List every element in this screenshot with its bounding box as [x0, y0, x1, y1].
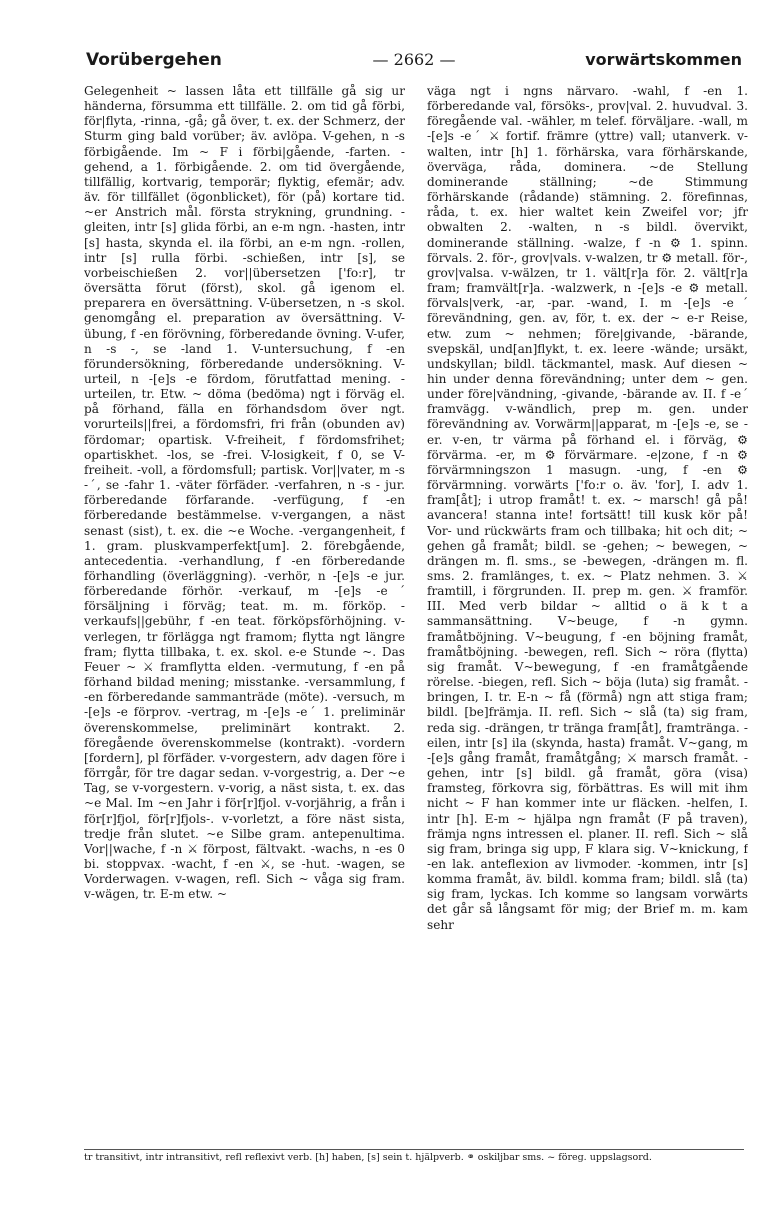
left-guide-word: Vorübergehen: [86, 50, 222, 70]
right-column: [427, 84, 748, 1119]
abbreviation-legend: tr transitivt, intr intransitivt, refl reflexivt verb. [h] haben, [s] sein t. hjälpverb. ⚭ oskiljbar sms. ~ föreg. uppslagsord.: [84, 1149, 744, 1170]
page-header: [86, 50, 742, 72]
right-column-text: väga ngt i ngns närvaro. -wahl, f -en 1. förberedande val, försöks-, prov|val. 2. huvudval. 3. föregående val. -wähler, m telef. förväljare. -wall, m -[e]s -eˊ ⚔ fortif. främre (yttre) vall; utanverk. v-walten, intr [h] 1. förhärska, vara förhärskande, överväga, råda, dominera. ~de Stellung dominerande ställning; ~de Stimmung förhärskande (rådande) stämning. 2. förefinnas, råda, t. ex. hier waltet kein Zweifel vor; jfr obwalten 2. -walten, n -s bildl. övervikt, dominerande ställning. -walze, f -n ⚙ 1. spinn. förvals. 2. för-, grov|vals. v-walzen, tr ⚙ metall. för-, grov|valsa. v-wälzen, tr 1. vält[r]a för. 2. vält[r]a fram; framvält[r]a. -walzwerk, n -[e]s -e ⚙ metall. förvals|verk, -ar, -par. -wand, I. m -[e]s -eˊ förevändning, gen. av, för, t. ex. der ~ e-r Reise, etw. zum ~ nehmen; före|givande, -bärande, svepskäl, und[an]flykt, t. ex. leere -wände; ursäkt, undskyllan; bildl. täckmantel, mask. Auf diesen ~ hin under denna förevändning; unter dem ~ gen. under före|vändning, -givande, -bärande av. II. f -eˊ framvägg. v-wändlich, prep m. gen. under förevändning av. Vorwärm||apparat, m -[e]s -e, se -er. v-en, tr värma på förhand el. i förväg, ⚙ förvärma. -er, m ⚙ förvärmare. -e|zone, f -n ⚙ förvärmningszon 1 masugn. -ung, f -en ⚙ förvärmning. vorwärts ['fo:r o. äv. 'for], I. adv 1. fram[åt]; i utrop framåt! t. ex. ~ marsch! gå på! avancera! stanna inte! fortsätt! till kusk kör på! Vor- und rückwärts fram och tillbaka; hit och dit; ~ gehen gå framåt; bildl. se -gehen; ~ bewegen, ~ drängen m. fl. sms., se -bewegen, -drängen m. fl. sms. 2. framlänges, t. ex. ~ Platz nehmen. 3. ⚔ framtill, i förgrunden. II. prep m. gen. ⚔ framför. III. Med verb bildar ~ alltid o ä k t a sammansättning. V~beuge, f -n gymn. framåtböjning. V~beugung, f -en böjning framåt, framåtböjning. -bewegen, refl. Sich ~ röra (flytta) sig framåt. V~bewegung, f -en framåtgående rörelse. -biegen, refl. Sich ~ böja (luta) sig framåt. -bringen, I. tr. E-n ~ få (förmå) ngn att stiga fram; bildl. [be]främja. II. refl. Sich ~ slå (ta) sig fram, reda sig. -drängen, tr tränga fram[åt], framtränga. -eilen, intr [s] ila (skynda, hasta) framåt. V~gang, m -[e]s gång framåt, framåtgång; ⚔ marsch framåt. -gehen, intr [s] bildl. gå framåt, göra (visa) framsteg, förkovra sig, förbättras. Es will mit ihm nicht ~ F han kommer inte ur fläcken. -helfen, I. intr [h]. E-m ~ hjälpa ngn framåt (F på traven), främja ngns intressen el. planer. II. refl. Sich ~ slå sig fram, bringa sig upp, F klara sig. V~knickung, f -en lak. anteflexion av livmoder. -kommen, intr [s] komma framåt, äv. bildl. komma fram; bildl. slå (ta) sig fram, lyckas. Ich komme so langsam vorwärts det går så långsamt för mig; der Brief m. m. kam sehr: [427, 84, 748, 932]
left-column-text: Gelegenheit ~ lassen låta ett tillfälle gå sig ur händerna, försumma ett tillfälle. 2. om tid gå förbi, för|flyta, -rinna, -gå; gå över, t. ex. der Schmerz, der Sturm ging bald vorüber; äv. avlöpa. V-gehen, n -s förbigående. Im ~ F i förbi|gående, -farten. -gehend, a 1. förbigående. 2. om tid övergående, tillfällig, kortvarig, temporär; flyktig, efemär; adv. äv. för tillfället (ögonblicket), för (på) kortare tid. ~er Anstrich mål. första strykning, grundning. -gleiten, intr [s] glida förbi, an e-m ngn. -hasten, intr [s] hasta, skynda el. ila förbi, an e-m ngn. -rollen, intr [s] rulla förbi. -schießen, intr [s], se vorbeischießen 2. vor||übersetzen ['fo:r], tr översätta förut (först), skol. gå igenom el. preparera en översättning. V-übersetzen, n -s skol. genomgång el. preparation av översättning. V-übung, f -en förövning, förberedande övning. V-ufer, n -s -, se -land 1. V-untersuchung, f -en förundersökning, förberedande undersökning. V-urteil, n -[e]s -e fördom, förutfattad mening. -urteilen, tr. Etw. ~ döma (bedöma) ngt i förväg el. på förhand, fälla en förhandsdom över ngt. vorurteils||frei, a fördomsfri, fri från (obunden av) fördomar; opartisk. V-freiheit, f fördomsfrihet; opartiskhet. -los, se -frei. V-losigkeit, f 0, se V-freiheit. -voll, a fördomsfull; partisk. Vor||vater, m -s -ˊ, se -fahr 1. -väter förfäder. -verfahren, n -s - jur. förberedande förfarande. -verfügung, f -en förberedande bestämmelse. v-vergangen, a näst senast (sist), t. ex. die ~e Woche. -vergangenheit, f 1. gram. pluskvamperfekt[um]. 2. förebgående, antecedentia. -verhandlung, f -en förberedande förhandling (överläggning). -verhör, n -[e]s -e jur. förberedande förhör. -verkauf, m -[e]s -eˊ försäljning i förväg; teat. m. m. förköp. -verkaufs||gebühr, f -en teat. förköpsförhöjning. v-verlegen, tr förlägga ngt framom; flytta ngt längre fram; flytta tillbaka, t. ex. skol. e-e Stunde ~. Das Feuer ~ ⚔ framflytta elden. -vermutung, f -en på förhand bildad mening; misstanke. -versammlung, f -en förberedande sammanträde (möte). -versuch, m -[e]s -e förprov. -vertrag, m -[e]s -eˊ 1. preliminär överenskommelse, preliminärt kontrakt. 2. föregående överenskommelse (kontrakt). -vordern [fordern], pl förfäder. v-vorgestern, adv dagen före i förrgår, för tre dagar sedan. v-vorgestrig, a. Der ~e Tag, se v-vorgestern. v-vorig, a näst sista, t. ex. das ~e Mal. Im ~en Jahr i för[r]fjol. v-vorjährig, a från i för[r]fjol, för[r]fjols-. v-vorletzt, a före näst sista, tredje från slutet. ~e Silbe gram. antepenultima. Vor||wache, f -n ⚔ förpost, fältvakt. -wachs, n -es 0 bi. stoppvax. -wacht, f -en ⚔, se -hut. -wagen, se Vorderwagen. v-wagen, refl. Sich ~ våga sig fram. v-wägen, tr. E-m etw. ~: [84, 84, 405, 902]
right-guide-word: vorwärtskommen: [585, 50, 742, 69]
left-column: [84, 84, 405, 1119]
page-number: — 2662 —: [372, 50, 456, 69]
